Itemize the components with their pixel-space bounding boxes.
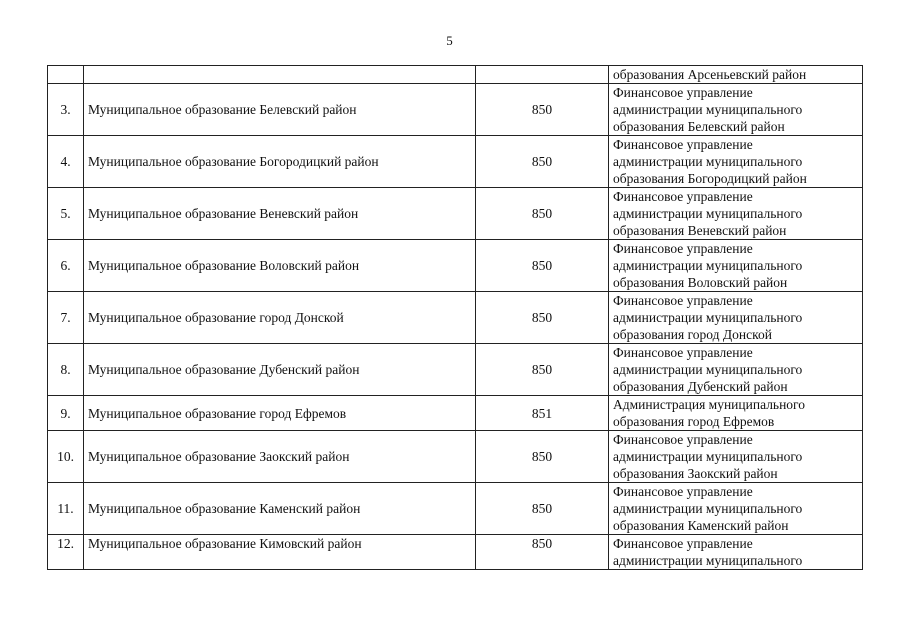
table-row bbox=[48, 396, 863, 431]
financial-body-line: Финансовое управление bbox=[613, 137, 753, 152]
code-cell: 850 bbox=[476, 431, 609, 483]
row-number-cell: 11. bbox=[48, 483, 84, 535]
financial-body-line: образования Воловский район bbox=[613, 275, 788, 290]
financial-body-line: администрации муниципального bbox=[613, 501, 803, 516]
financial-body-line: Финансовое управление bbox=[613, 345, 753, 360]
financial-body-line: образования Веневский район bbox=[613, 223, 787, 238]
financial-body-line: Финансовое управление bbox=[613, 293, 753, 308]
table-row bbox=[48, 483, 863, 535]
financial-body-line: администрации муниципального bbox=[613, 553, 803, 568]
financial-body-cell bbox=[609, 431, 863, 483]
financial-body-line: образования Белевский район bbox=[613, 119, 785, 134]
code-cell: 851 bbox=[476, 396, 609, 431]
municipal-table-body bbox=[48, 66, 863, 570]
financial-body-line: Администрация муниципального bbox=[613, 397, 806, 412]
code-cell: 850 bbox=[476, 136, 609, 188]
financial-body-line: образования Каменский район bbox=[613, 518, 789, 533]
row-number-cell: 7. bbox=[48, 292, 84, 344]
row-number-cell: 4. bbox=[48, 136, 84, 188]
code-cell: 850 bbox=[476, 535, 609, 570]
financial-body-cell bbox=[609, 396, 863, 431]
municipality-name-cell: Муниципальное образование Кимовский район bbox=[84, 535, 476, 570]
financial-body-line: образования Заокский район bbox=[613, 466, 778, 481]
financial-body-line: администрации муниципального bbox=[613, 206, 803, 221]
financial-body-line: администрации муниципального bbox=[613, 258, 803, 273]
code-cell: 850 bbox=[476, 188, 609, 240]
row-number-cell: 8. bbox=[48, 344, 84, 396]
municipality-name-cell: Муниципальное образование Дубенский район bbox=[84, 344, 476, 396]
table-row bbox=[48, 188, 863, 240]
row-number-cell: 5. bbox=[48, 188, 84, 240]
row-number-cell: 6. bbox=[48, 240, 84, 292]
row-number-cell: 10. bbox=[48, 431, 84, 483]
table-row bbox=[48, 240, 863, 292]
financial-body-line: образования Богородицкий район bbox=[613, 171, 807, 186]
municipality-name-cell: Муниципальное образование Богородицкий район bbox=[84, 136, 476, 188]
code-cell: 850 bbox=[476, 240, 609, 292]
page-number: 5 bbox=[446, 33, 453, 48]
financial-body-line: образования город Ефремов bbox=[613, 414, 775, 429]
code-cell: 850 bbox=[476, 344, 609, 396]
financial-body-cell bbox=[609, 66, 863, 84]
municipality-name-cell: Муниципальное образование город Донской bbox=[84, 292, 476, 344]
code-cell bbox=[476, 66, 609, 84]
table-row-continuation bbox=[48, 66, 863, 84]
financial-body-cell bbox=[609, 535, 863, 570]
row-number-cell: 12. bbox=[48, 535, 84, 570]
financial-body-line: Финансовое управление bbox=[613, 536, 753, 551]
financial-body-line: образования город Донской bbox=[613, 327, 772, 342]
row-number-cell: 9. bbox=[48, 396, 84, 431]
financial-body-line: администрации муниципального bbox=[613, 449, 803, 464]
table-row bbox=[48, 431, 863, 483]
financial-body-line: Финансовое управление bbox=[613, 484, 753, 499]
code-cell: 850 bbox=[476, 483, 609, 535]
table-row bbox=[48, 136, 863, 188]
financial-body-line: администрации муниципального bbox=[613, 310, 803, 325]
financial-body-line: образования Арсеньевский район bbox=[613, 67, 807, 82]
municipality-name-cell: Муниципальное образование Каменский район bbox=[84, 483, 476, 535]
row-number-cell: 3. bbox=[48, 84, 84, 136]
financial-body-cell bbox=[609, 136, 863, 188]
financial-body-line: Финансовое управление bbox=[613, 189, 753, 204]
financial-body-cell bbox=[609, 188, 863, 240]
financial-body-line: администрации муниципального bbox=[613, 154, 803, 169]
table-row bbox=[48, 292, 863, 344]
financial-body-line: Финансовое управление bbox=[613, 241, 753, 256]
municipality-name-cell bbox=[84, 66, 476, 84]
financial-body-cell bbox=[609, 292, 863, 344]
table-row bbox=[48, 535, 863, 570]
code-cell: 850 bbox=[476, 292, 609, 344]
table-row bbox=[48, 84, 863, 136]
financial-body-line: администрации муниципального bbox=[613, 102, 803, 117]
municipality-name-cell: Муниципальное образование город Ефремов bbox=[84, 396, 476, 431]
code-cell: 850 bbox=[476, 84, 609, 136]
municipality-name-cell: Муниципальное образование Белевский район bbox=[84, 84, 476, 136]
row-number-cell bbox=[48, 66, 84, 84]
table-row bbox=[48, 344, 863, 396]
municipality-name-cell: Муниципальное образование Веневский район bbox=[84, 188, 476, 240]
municipal-table bbox=[47, 65, 863, 570]
financial-body-cell bbox=[609, 240, 863, 292]
financial-body-line: образования Дубенский район bbox=[613, 379, 788, 394]
financial-body-line: администрации муниципального bbox=[613, 362, 803, 377]
municipality-name-cell: Муниципальное образование Воловский район bbox=[84, 240, 476, 292]
financial-body-cell bbox=[609, 344, 863, 396]
financial-body-line: Финансовое управление bbox=[613, 432, 753, 447]
financial-body-cell bbox=[609, 84, 863, 136]
financial-body-cell bbox=[609, 483, 863, 535]
municipality-name-cell: Муниципальное образование Заокский район bbox=[84, 431, 476, 483]
financial-body-line: Финансовое управление bbox=[613, 85, 753, 100]
